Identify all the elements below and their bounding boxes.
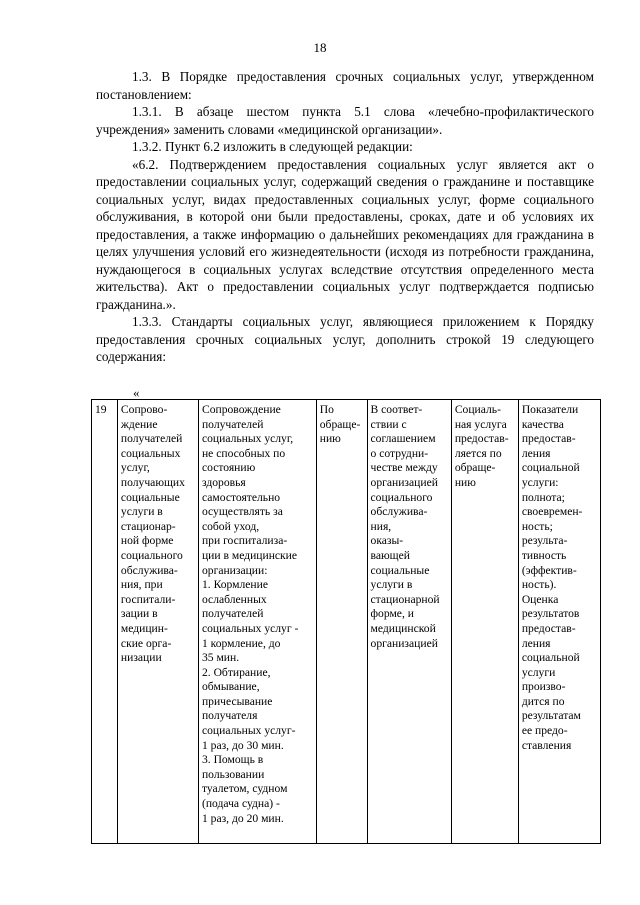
cell-per-capita-norm: В соответ- ствии с соглашением о сотрудни- честве между организацией социального обслужива- ния, оказы- вающей социальные услуги в стационарной форме, и медицинской организацией (367, 400, 451, 844)
paragraph-1-3-3: 1.3.3. Стандарты социальных услуг, являющиеся приложением к Порядку предоставления срочных социальных услуг, дополнить строкой 19 следующего содержания: (96, 314, 594, 364)
paragraph-1-3-2: 1.3.2. Пункт 6.2 изложить в следующей редакции: (132, 139, 413, 154)
cell-conditions: Социаль- ная услуга предостав- ляется по обраще- нию (451, 400, 518, 844)
paragraph-1-3-1: 1.3.1. В абзаце шестом пункта 5.1 слова «лечебно-профилактического учреждения» заменить словами «медицинской организации». (96, 104, 594, 137)
paragraph-6-2-quote: «6.2. Подтверждением предоставления социальных услуг является акт о предоставлении социальных услуг, содержащий сведения о гражданине и поставщике социальных услуг, видах предоставленных социальных услуг, форме социального обслуживания, в которой они были предоставлены, сроках, дате и об условиях их предоставления, а также информацию о дальнейших рекомендациях для гражданина в целях улучшения условий его жизнедеятельности (исходя из потребности гражданина, нуждающегося в социальных услугах вследствие отсутствия определенного места жительства). Акт о предоставлении социальных услуг подтверждается подписью гражданина.». (96, 156, 594, 312)
cell-quality-indicators: Показатели качества предостав- ления социальной услуги: полнота; своевремен- ность; результа- тивность (эффектив- ность). Оценка результатов предостав- ления социальной услуги произво- дится по результатам ее предо- ставления (518, 400, 600, 844)
cell-service-description: Сопровождение получателей социальных услуг, не способных по состоянию здоровья самостоятельно осуществлять за собой уход, при госпитализа- ции в медицинские организации: 1. Кормление ослабленных получателей социальных услуг - 1 кормление, до 35 мин. 2. Обтирание, обмывание, причесывание получателя социальных услуг- 1 раз, до 30 мин. 3. Помощь в пользовании туалетом, судном (подача судна) - 1 раз, до 20 мин. (198, 400, 316, 844)
cell-row-number: 19 (92, 400, 118, 844)
standards-table (91, 399, 601, 844)
opening-quote: « (133, 385, 140, 400)
body-text (96, 68, 594, 366)
paragraph-1-3: 1.3. В Порядке предоставления срочных социальных услуг, утвержденном постановлением: (96, 69, 594, 102)
cell-service-name: Сопрово- ждение получателей социальных услуг, получающих социальные услуги в стационар- ной форме социального обслужива- ния, при госпитали- зации в медицин- ские орга- низации (117, 400, 198, 844)
table-row (92, 400, 601, 844)
cell-timing: По обраще- нию (316, 400, 367, 844)
page-number: 18 (313, 40, 327, 55)
